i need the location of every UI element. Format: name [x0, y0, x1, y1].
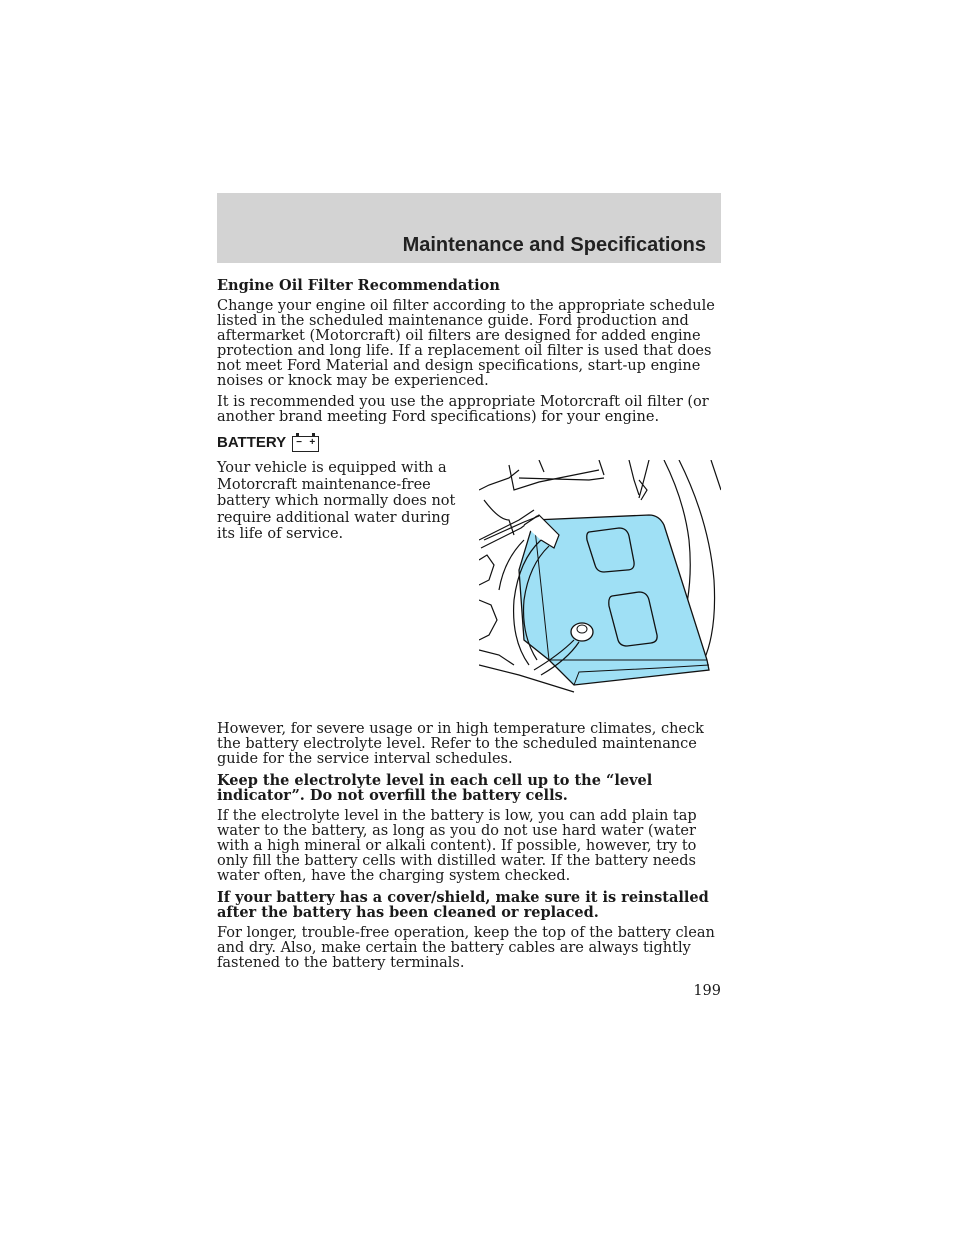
battery-illustration — [479, 460, 721, 695]
oil-filter-paragraph-2: It is recommended you use the appropriate Motorcraft oil filter (or another brand meeting Ford specifications) for your engine. — [217, 394, 709, 425]
oil-filter-heading: Engine Oil Filter Recommendation — [217, 277, 500, 294]
header-band — [217, 193, 721, 263]
page-number: 199 — [693, 983, 721, 999]
battery-intro: Your vehicle is equipped with a Motorcraft maintenance-free battery which normally does not require additional water during its life of service. — [217, 460, 456, 542]
oil-filter-paragraph-1: Change your engine oil filter according to the appropriate schedule listed in the scheduled maintenance guide. Ford production and aftermarket (Motorcraft) oil filters are designed for added engine protection and long life. If a replacement oil filter is used that does not meet Ford Material and design specifications, start-up engine noises or knock may be experienced. — [217, 298, 715, 389]
battery-warning-1: Keep the electrolyte level in each cell up to the “level indicator”. Do not overfill the battery cells. — [217, 772, 653, 804]
page-title: Maintenance and Specifications — [402, 234, 706, 256]
battery-paragraph-3: For longer, trouble-free operation, keep the top of the battery clean and dry. Also, make certain the battery cables are always tightly fastened to the battery terminals. — [217, 925, 715, 971]
battery-intro-row — [217, 460, 721, 722]
battery-icon: − + — [292, 436, 319, 452]
battery-paragraph-2: If the electrolyte level in the battery is low, you can add plain tap water to the battery, as long as you do not use hard water (water with a high mineral or alkali content). If possible, however, try to only fill the battery cells with distilled water. If the battery needs water often, have the charging system checked. — [217, 808, 697, 884]
main-content — [217, 278, 721, 977]
battery-heading — [217, 433, 721, 452]
battery-heading-label: BATTERY — [217, 434, 287, 451]
battery-warning-2: If your battery has a cover/shield, make sure it is reinstalled after the battery has been cleaned or replaced. — [217, 889, 709, 921]
battery-paragraph-1: However, for severe usage or in high temperature climates, check the battery electrolyte level. Refer to the scheduled maintenance guide for the service interval schedules. — [217, 721, 704, 767]
